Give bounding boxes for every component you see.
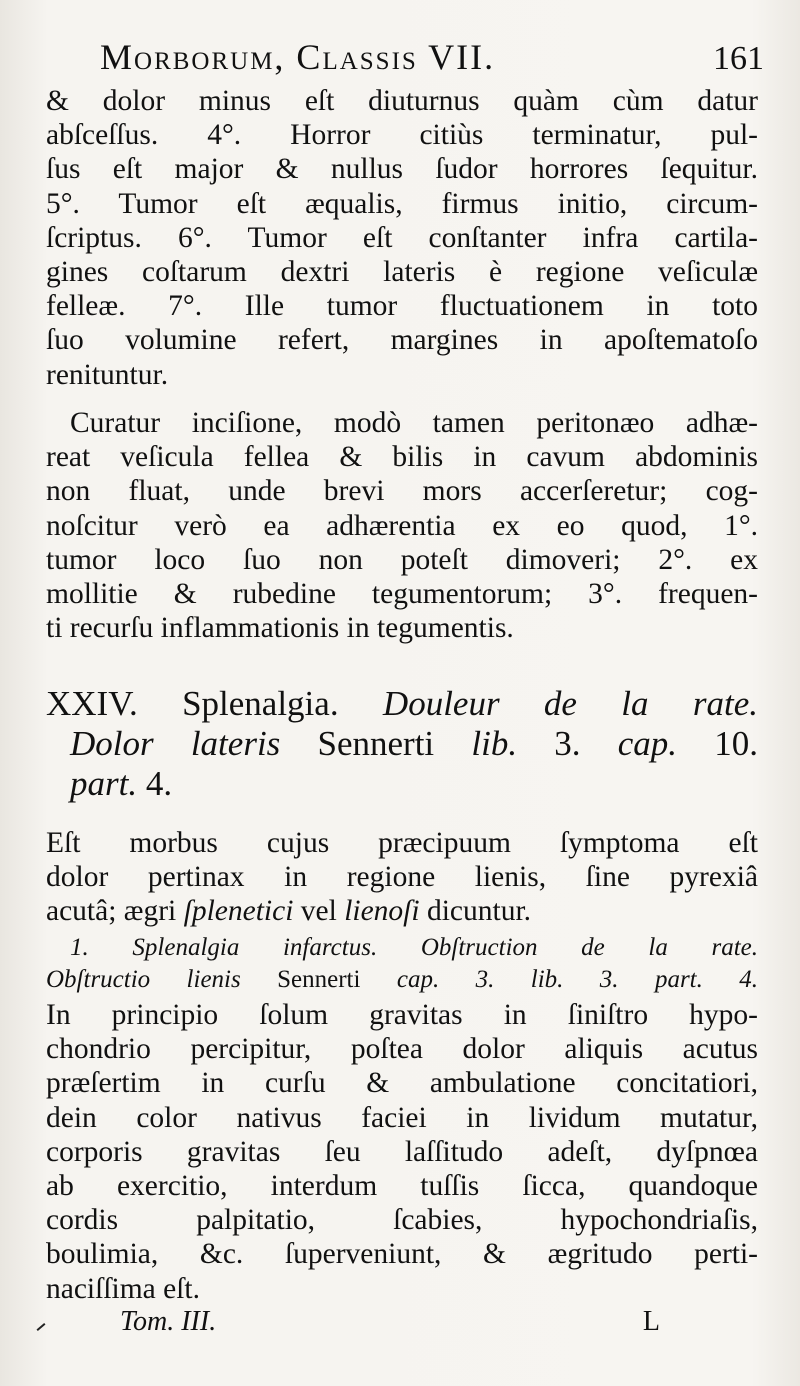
text-line: Curatur inciſione, modò tamen peritonæo adhæ- (70, 407, 758, 439)
text-line: dein color nativus faciei in lividum mutatur, (46, 1101, 758, 1134)
text-line: gines coſtarum dextri lateris è regione veſiculæ (46, 256, 758, 289)
page-footer (120, 1306, 660, 1338)
text-fragment: acutâ; ægri (46, 895, 177, 928)
running-title (100, 36, 770, 78)
italic-term: lienoſi (344, 895, 420, 928)
text-fragment: vel (300, 895, 337, 928)
text-line: & dolor minus eſt diuturnus quàm cùm datur (46, 85, 758, 117)
subsection-author: Sennerti (277, 966, 361, 993)
text-line: noſcitur verò ea adhærentia ex eo quod, 1°. (46, 509, 758, 542)
text-line: renituntur. (46, 358, 169, 391)
section-number: XXIV. (46, 684, 138, 723)
ref-part: part. (70, 764, 138, 803)
text-line: tumor loco ſuo non poteſt dimoveri; 2°. ex (46, 543, 758, 576)
ref-lib-number: 3. (554, 724, 581, 763)
subsection-line (46, 932, 758, 964)
italic-term: ſplenetici (183, 895, 294, 928)
ref-part-number: 4. (145, 764, 173, 803)
text-line: chondrio percipitur, poſtea dolor aliquis acutus (46, 1033, 758, 1066)
text-fragment: dicuntur. (426, 895, 532, 928)
subsection-heading (46, 932, 758, 996)
text-line: Eſt morbus cujus præcipuum ſymptoma eſt (46, 827, 758, 859)
heading-line (46, 684, 758, 724)
text-line: ti recurſu inflammationis in tegumentis. (46, 612, 514, 645)
heading-line (46, 724, 758, 764)
text-line: naciſſima eſt. (46, 1272, 200, 1305)
section-author: Sennerti (317, 724, 435, 763)
ref-lib: lib. (471, 724, 518, 763)
text-line: mollitie & rubedine tegumentorum; 3°. frequen- (46, 578, 758, 611)
paragraph-4 (46, 998, 758, 1306)
text-line: reat veſicula fellea & bilis in cavum abdominis (46, 441, 758, 474)
gathering-mark: L (642, 1306, 660, 1337)
text-line: cordis palpitatio, ſcabies, hypochondriaſis, (46, 1204, 758, 1237)
subsection-french: Obſtruction de la rate. (420, 934, 759, 961)
subsection-line (46, 964, 758, 996)
volume-signature: Tom. III. (120, 1306, 217, 1337)
text-line: boulimia, &c. ſuperveniunt, & ægritudo perti- (46, 1238, 758, 1271)
page-mark (37, 1323, 46, 1331)
text-line: In principio ſolum gravitas in ſiniſtro hypo- (46, 999, 758, 1031)
text-line: felleæ. 7°. Ille tumor fluctuationem in toto (46, 290, 758, 323)
text-line: dolor pertinax in regione lienis, ſine pyrexiâ (46, 861, 758, 894)
section-french-name: Douleur de la rate. (382, 684, 758, 723)
ref-cap: cap. (617, 724, 678, 763)
text-line: ab exercitio, interdum tuſſis ſicca, quandoque (46, 1170, 758, 1203)
heading-line (46, 764, 758, 804)
ref-cap-number: 10. (714, 724, 759, 763)
text-line: ſuo volumine refert, margines in apoſtematoſo (46, 324, 758, 357)
section-name: Splenalgia. (182, 684, 339, 723)
section-latin-name: Dolor lateris (70, 724, 281, 763)
text-line (46, 894, 758, 928)
subsection-ref: cap. 3. lib. 3. part. 4. (396, 966, 759, 993)
text-line: abſceſſus. 4°. Horror citiùs terminatur, pul- (46, 119, 758, 152)
page-number: 161 (713, 40, 764, 77)
paragraph-3 (46, 826, 758, 929)
text-line: ſcriptus. 6°. Tumor eſt conſtanter infra cartila- (46, 221, 758, 254)
running-title-text: Morborum, Classis VII. (100, 37, 496, 77)
text-line: non fluat, unde brevi mors accerſeretur; cog- (46, 475, 758, 508)
subsection-title: Splenalgia infarctus. (132, 934, 378, 961)
paragraph-1 (46, 84, 758, 392)
text-line: corporis gravitas ſeu laſſitudo adeſt, dyſpnœa (46, 1135, 758, 1168)
text-line: ſus eſt major & nullus ſudor horrores ſequitur. (46, 153, 758, 186)
text-line: 5°. Tumor eſt æqualis, firmus initio, circum- (46, 187, 758, 220)
subsection-latin: Obſtructio lienis (46, 966, 241, 993)
text-line: præſertim in curſu & ambulatione concitatiori, (46, 1067, 758, 1100)
paragraph-2 (46, 406, 758, 645)
section-heading (46, 684, 758, 804)
subsection-label: 1. (70, 934, 89, 961)
